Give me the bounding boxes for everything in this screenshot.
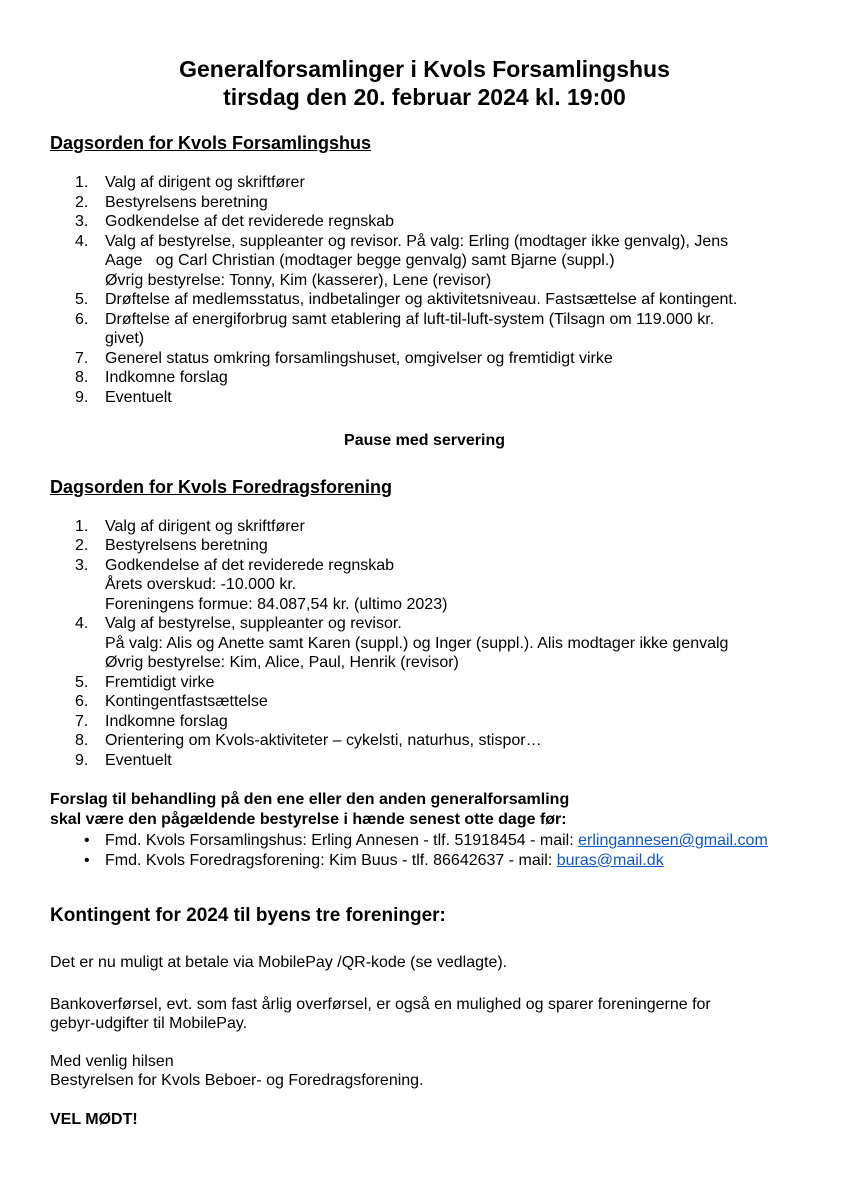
agenda-item-line: Kontingentfastsættelse (105, 693, 268, 710)
agenda-item (75, 536, 799, 556)
agenda-item-text (105, 212, 799, 232)
agenda-item-text (105, 388, 799, 408)
agenda-item-text (105, 731, 799, 751)
agenda-item (75, 193, 799, 213)
contact-item (80, 831, 799, 851)
agenda-item (75, 731, 799, 751)
agenda-item (75, 310, 799, 349)
proposal-notice-line-2: skal være den pågældende bestyrelse i hænde senest otte dage før: (50, 810, 567, 828)
agenda-item-line: Øvrig bestyrelse: Kim, Alice, Paul, Henrik (revisor) (105, 654, 459, 671)
agenda-item-number: 9. (75, 388, 89, 406)
agenda-item-line: Drøftelse af energiforbrug samt etablering af luft-til-luft-system (Tilsagn om 119.000 kr. (105, 310, 715, 328)
agenda-item (75, 517, 799, 537)
bank-transfer-line-2: gebyr-udgifter til MobilePay. (50, 1015, 248, 1032)
agenda-item-line: Bestyrelsens beretning (105, 537, 268, 554)
agenda-item (75, 290, 799, 310)
agenda-item-number: 7. (75, 349, 89, 367)
agenda-item (75, 232, 799, 291)
title-line-2: tirsdag den 20. februar 2024 kl. 19:00 (223, 84, 626, 110)
agenda-item-number: 3. (75, 556, 89, 574)
agenda-item-number: 9. (75, 751, 89, 769)
agenda-item-text (105, 290, 799, 310)
bank-transfer-line-1: Bankoverførsel, evt. som fast årlig overførsel, er også en mulighed og sparer foreningerne for (50, 995, 711, 1013)
agenda-item-line: Fremtidigt virke (105, 673, 215, 691)
closing-line-1: Med venlig hilsen (50, 1052, 174, 1070)
agenda-item-line: Valg af dirigent og skriftfører (105, 517, 305, 535)
closing-line-2: Bestyrelsen for Kvols Beboer- og Foredragsforening. (50, 1072, 424, 1089)
agenda-item (75, 349, 799, 369)
agenda-item (75, 368, 799, 388)
closing-salutation (50, 1052, 799, 1091)
agenda-item-text (105, 556, 799, 615)
agenda-item-line: Bestyrelsens beretning (105, 193, 268, 211)
section-heading-foredragsforening: Dagsorden for Kvols Foredragsforening (50, 476, 393, 497)
agenda-item-line: Valg af bestyrelse, suppleanter og revisor. På valg: Erling (modtager ikke genvalg), Jens (105, 232, 729, 250)
agenda-item-line: Orientering om Kvols-aktiviteter – cykelsti, naturhus, stispor… (105, 732, 542, 749)
pause-note: Pause med servering (344, 432, 505, 449)
agenda-item-line: Valg af bestyrelse, suppleanter og revisor. (105, 615, 402, 632)
contact-item (80, 851, 799, 871)
agenda-item-line: givet) (105, 330, 145, 347)
agenda-item-number: 5. (75, 291, 89, 308)
email-link[interactable]: buras@mail.dk (556, 851, 664, 869)
agenda-item-text (105, 368, 799, 388)
agenda-item-text (105, 173, 799, 193)
membership-heading: Kontingent for 2024 til byens tre foreninger: (50, 905, 446, 926)
agenda-item-number: 2. (75, 193, 89, 211)
agenda-item-line: Eventuelt (105, 388, 172, 406)
agenda-item-text (105, 692, 799, 712)
agenda-item (75, 556, 799, 615)
email-link[interactable]: erlingannesen@gmail.com (578, 832, 768, 849)
bullet-dot-icon: • (84, 832, 90, 849)
agenda-item-line: Indkomne forslag (105, 369, 228, 386)
agenda-item (75, 673, 799, 693)
agenda-item-line: Indkomne forslag (105, 712, 228, 730)
mobilepay-paragraph: Det er nu muligt at betale via MobilePay /QR-kode (se vedlagte). (50, 954, 508, 971)
agenda-item-line: Aage og Carl Christian (modtager begge genvalg) samt Bjarne (suppl.) (105, 252, 615, 269)
agenda-item-text (105, 517, 799, 537)
agenda-list-forsamlingshus (75, 173, 799, 407)
proposal-notice (50, 790, 799, 829)
agenda-item-text (105, 614, 799, 673)
agenda-item (75, 692, 799, 712)
agenda-item-number: 5. (75, 673, 89, 691)
contact-item-text (105, 831, 799, 851)
agenda-item (75, 212, 799, 232)
agenda-item-number: 3. (75, 213, 89, 230)
agenda-item-line: Generel status omkring forsamlingshuset, omgivelser og fremtidigt virke (105, 349, 613, 367)
agenda-item (75, 751, 799, 771)
agenda-item-text (105, 232, 799, 291)
agenda-item-number: 1. (75, 174, 89, 191)
agenda-item-text (105, 751, 799, 771)
agenda-item-line: Godkendelse af det reviderede regnskab (105, 556, 395, 574)
document-title (50, 55, 799, 111)
agenda-item-line: Godkendelse af det reviderede regnskab (105, 213, 395, 230)
agenda-item-number: 4. (75, 232, 89, 250)
agenda-item-text (105, 349, 799, 369)
agenda-item (75, 173, 799, 193)
agenda-item-text (105, 673, 799, 693)
agenda-item-number: 6. (75, 310, 89, 328)
contact-item-text (105, 851, 799, 871)
section-heading-forsamlingshus: Dagsorden for Kvols Forsamlingshus (50, 133, 372, 153)
signoff: VEL MØDT! (50, 1110, 138, 1128)
proposal-notice-line-1: Forslag til behandling på den ene eller den anden generalforsamling (50, 791, 570, 808)
agenda-item-number: 2. (75, 537, 89, 554)
contact-label: Fmd. Kvols Foredragsforening: Kim Buus - tlf. 86642637 - mail: (105, 851, 557, 869)
agenda-item-line: På valg: Alis og Anette samt Karen (suppl.) og Inger (suppl.). Alis modtager ikke genvalg (105, 634, 729, 652)
agenda-item-number: 1. (75, 517, 89, 535)
agenda-item (75, 388, 799, 408)
agenda-item-text (105, 536, 799, 556)
agenda-item-number: 7. (75, 712, 89, 730)
agenda-item-text (105, 193, 799, 213)
agenda-item-text (105, 310, 799, 349)
title-line-1: Generalforsamlinger i Kvols Forsamlingshus (179, 56, 670, 82)
agenda-item-line: Foreningens formue: 84.087,54 kr. (ultimo 2023) (105, 595, 448, 613)
agenda-item-number: 8. (75, 732, 89, 749)
agenda-item-number: 6. (75, 693, 89, 710)
contact-label: Fmd. Kvols Forsamlingshus: Erling Annesen - tlf. 51918454 - mail: (105, 832, 579, 849)
agenda-item-line: Årets overskud: -10.000 kr. (105, 576, 297, 593)
agenda-item-line: Drøftelse af medlemsstatus, indbetalinger og aktivitetsniveau. Fastsættelse af kontingent. (105, 291, 738, 308)
agenda-item-number: 4. (75, 615, 89, 632)
contact-list (80, 831, 799, 870)
agenda-list-foredragsforening (75, 517, 799, 771)
agenda-item-line: Eventuelt (105, 751, 172, 769)
bullet-dot-icon: • (84, 851, 90, 869)
agenda-item-line: Øvrig bestyrelse: Tonny, Kim (kasserer), Lene (revisor) (105, 271, 492, 289)
agenda-item (75, 614, 799, 673)
agenda-item (75, 712, 799, 732)
agenda-item-number: 8. (75, 369, 89, 386)
agenda-item-text (105, 712, 799, 732)
bank-transfer-paragraph (50, 995, 799, 1034)
agenda-item-line: Valg af dirigent og skriftfører (105, 174, 305, 191)
